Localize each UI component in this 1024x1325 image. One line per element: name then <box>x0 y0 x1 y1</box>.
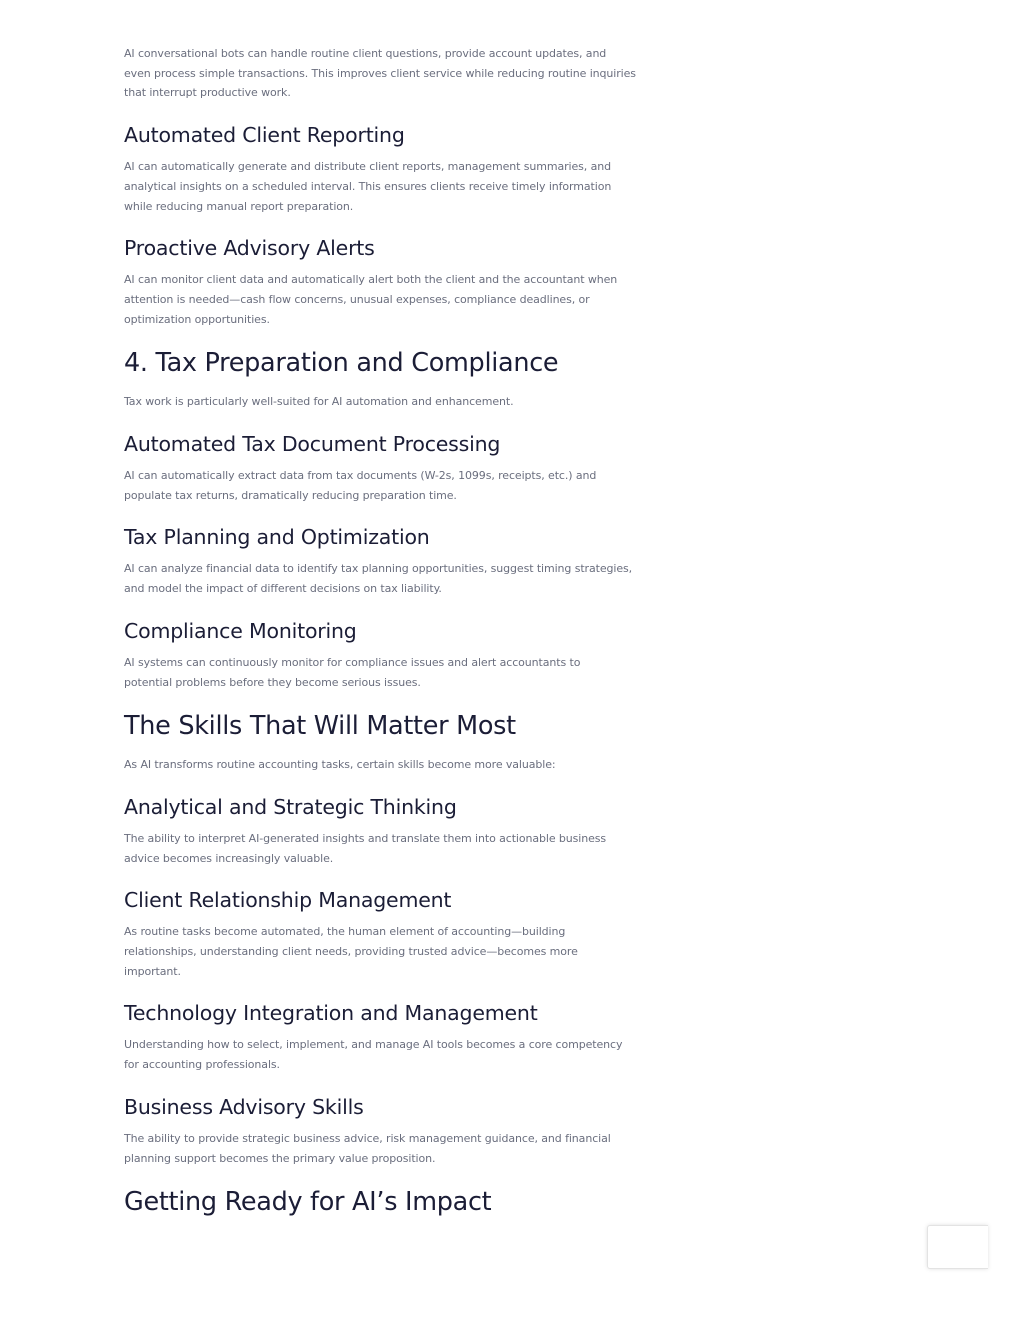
paragraph-skills-intro: As AI transforms routine accounting tasks, certain skills become more valuable: <box>124 758 556 772</box>
heading-technology-integration: Technology Integration and Management <box>124 1001 538 1026</box>
heading-client-relationship-management: Client Relationship Management <box>124 888 452 913</box>
heading-compliance-monitoring: Compliance Monitoring <box>124 618 357 643</box>
heading-automated-tax-document-processing: Automated Tax Document Processing <box>124 432 501 457</box>
paragraph-analytical-strategic-thinking: The ability to interpret AI-generated insights and translate them into actionable business advice becomes increasingly valuable. <box>124 831 607 865</box>
intro-paragraph: AI conversational bots can handle routine client questions, provide account updates, and even process simple transactions. This improves client service while reducing routine inquiries that interrupt productive work. <box>124 47 636 100</box>
heading-analytical-strategic-thinking: Analytical and Strategic Thinking <box>124 794 457 819</box>
paragraph-business-advisory-skills: The ability to provide strategic business advice, risk management guidance, and financial planning support becomes the primary value proposition. <box>124 1131 611 1165</box>
heading-getting-ready: Getting Ready for AI’s Impact <box>124 1187 492 1218</box>
paragraph-tax-planning-optimization: AI can analyze financial data to identify tax planning opportunities, suggest timing strategies, and model the impact of different decisions on tax liability. <box>124 562 633 596</box>
heading-business-advisory-skills: Business Advisory Skills <box>124 1094 364 1119</box>
article-content <box>124 44 640 1219</box>
paragraph-automated-client-reporting: AI can automatically generate and distribute client reports, management summaries, and analytical insights on a scheduled interval. This ensures clients receive timely information while reducing manual report preparation. <box>124 160 612 213</box>
paragraph-proactive-advisory-alerts: AI can monitor client data and automatically alert both the client and the accountant when attention is needed—cash flow concerns, unusual expenses, compliance deadlines, or optimization opportunities. <box>124 273 618 326</box>
heading-automated-client-reporting: Automated Client Reporting <box>124 123 405 148</box>
paragraph-client-relationship-management: As routine tasks become automated, the human element of accounting—building relationships, understanding client needs, providing trusted advice—becomes more important. <box>124 925 578 978</box>
paragraph-compliance-monitoring: AI systems can continuously monitor for compliance issues and alert accountants to potential problems before they become serious issues. <box>124 655 581 689</box>
heading-tax-planning-optimization: Tax Planning and Optimization <box>124 525 430 550</box>
recaptcha-badge[interactable] <box>927 1225 988 1269</box>
paragraph-tax-intro: Tax work is particularly well-suited for AI automation and enhancement. <box>124 395 514 409</box>
paragraph-technology-integration: Understanding how to select, implement, and manage AI tools becomes a core competency for accounting professionals. <box>124 1038 623 1072</box>
heading-proactive-advisory-alerts: Proactive Advisory Alerts <box>124 236 375 261</box>
paragraph-automated-tax-document-processing: AI can automatically extract data from tax documents (W-2s, 1099s, receipts, etc.) and populate tax returns, dramatically reducing preparation time. <box>124 469 597 502</box>
heading-tax-preparation: 4. Tax Preparation and Compliance <box>124 348 559 379</box>
heading-skills-that-matter: The Skills That Will Matter Most <box>124 711 516 742</box>
